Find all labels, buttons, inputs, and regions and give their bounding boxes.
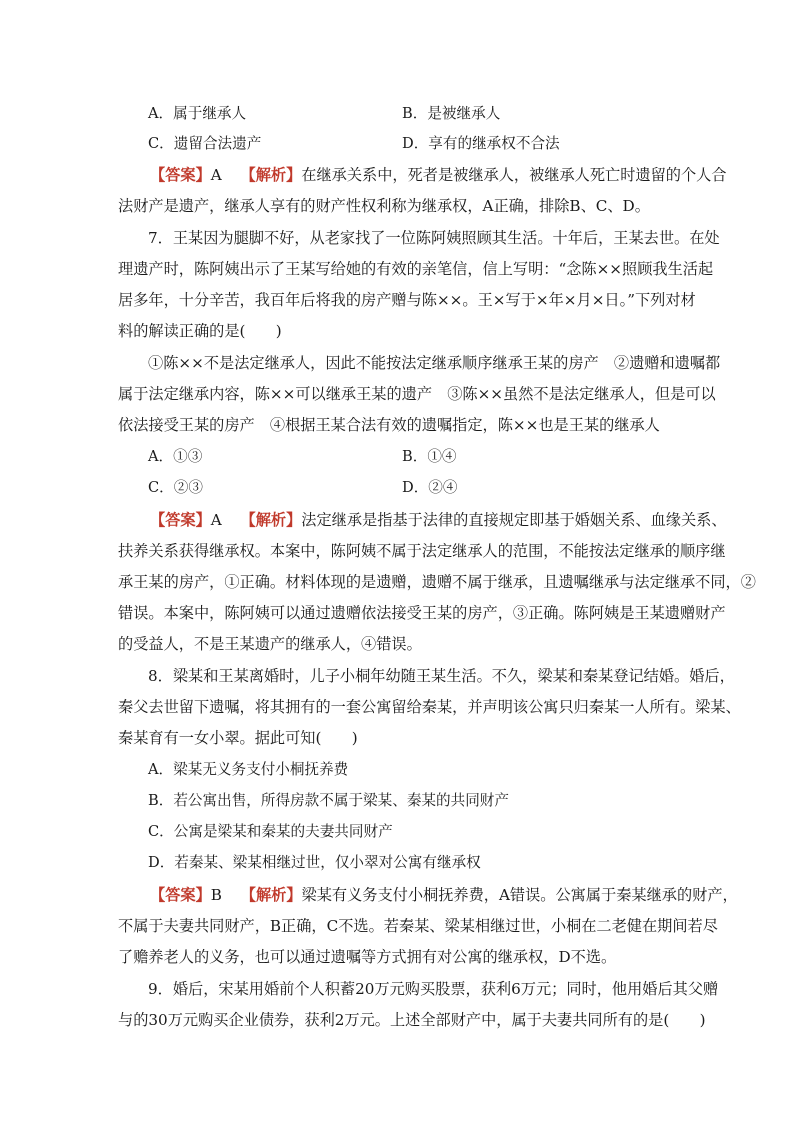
analysis-text: 梁某有义务支付小桐抚养费，A错误。公寓属于秦某继承的财产， [301,886,738,904]
analysis-text: 不属于夫妻共同财产，B正确，C不选。若秦某、梁某相继过世，小桐在二老健在期间若尽 [118,917,718,935]
analysis-text: 在继承关系中，死者是被继承人，被继承人死亡时遗留的个人合 [301,166,727,184]
analysis-tag: 【解析】 [240,166,302,184]
q9-stem: 与的30万元购买企业债券，获利2万元。上述全部财产中，属于夫妻共同所有的是( ) [118,1011,706,1029]
q7-statements: 属于法定继承内容，陈××可以继承王某的遗产 ③陈××虽然不是法定继承人，但是可以 [118,385,716,403]
q7-stem: 7．王某因为腿脚不好，从老家找了一位陈阿姨照顾其生活。十年后，王某去世。在处 [148,229,720,247]
q8-option-c: C．公寓是梁某和秦某的夫妻共同财产 [148,823,393,840]
analysis-text: 法财产是遗产，继承人享有的财产性权利称为继承权，A正确，排除B、C、D。 [118,197,650,215]
q7-statements: 依法接受王某的房产 ④根据王某合法有效的遗嘱指定，陈××也是王某的继承人 [118,416,660,434]
analysis-tag: 【解析】 [240,886,302,904]
answer-tag: 【答案】 [150,511,211,529]
q8-stem: 8．梁某和王某离婚时，儿子小桐年幼随王某生活。不久，梁某和秦某登记结婚。婚后， [148,667,735,685]
q7-stem: 料的解读正确的是( ) [118,322,282,340]
q7-option-b: B．①④ [402,448,457,465]
q8-option-a: A．梁某无义务支付小桐抚养费 [148,761,349,778]
q6-answer-line [150,165,727,185]
answer-tag: 【答案】 [150,166,211,184]
q8-option-b: B．若公寓出售，所得房款不属于梁某、秦某的共同财产 [148,792,509,809]
analysis-text: 法定继承是指基于法律的直接规定即基于婚姻关系、血缘关系、 [301,511,727,529]
q8-option-d: D．若秦某、梁某相继过世，仅小翠对公寓有继承权 [148,854,481,871]
q8-answer-line [150,885,738,905]
analysis-text: 扶养关系获得继承权。本案中，陈阿姨不属于法定继承人的范围，不能按法定继承的顺序继 [118,542,726,560]
q6-option-b: B．是被继承人 [402,105,501,122]
q8-stem: 秦父去世留下遗嘱，将其拥有的一套公寓留给秦某，并声明该公寓只归秦某一人所有。梁某、 [118,698,741,716]
q7-option-d: D．②④ [402,479,458,496]
q6-option-c: C．遗留合法遗产 [148,135,262,152]
q7-option-a: A．①③ [148,448,203,465]
q7-option-c: C．②③ [148,479,203,496]
q7-stem: 理遗产时，陈阿姨出示了王某写给她的有效的亲笔信，信上写明：“念陈××照顾我生活起 [118,260,714,278]
analysis-tag: 【解析】 [240,511,302,529]
q8-stem: 秦某育有一女小翠。据此可知( ) [118,729,358,747]
q6-option-a: A．属于继承人 [148,105,247,122]
analysis-text: 了赡养老人的义务，也可以通过遗嘱等方式拥有对公寓的继承权，D不选。 [118,948,617,966]
analysis-text: 的受益人，不是王某遗产的继承人，④错误。 [118,635,422,653]
q7-answer-line [150,510,727,530]
q7-statements: ①陈××不是法定继承人，因此不能按法定继承顺序继承王某的房产 ②遗赠和遗嘱都 [148,354,721,372]
analysis-text: 承王某的房产，①正确。材料体现的是遗赠，遗赠不属于继承，且遗嘱继承与法定继承不同，② [118,573,756,591]
answer-value: A [210,511,222,529]
q6-option-d: D．享有的继承权不合法 [402,135,560,152]
q7-stem: 居多年，十分辛苦，我百年后将我的房产赠与陈××。王×写于×年×月×日。”下列对材 [118,291,696,309]
answer-value: A [210,166,222,184]
q9-stem: 9．婚后，宋某用婚前个人积蓄20万元购买股票，获利6万元；同时，他用婚后其父赠 [148,980,719,998]
answer-tag: 【答案】 [150,886,211,904]
analysis-text: 错误。本案中，陈阿姨可以通过遗赠依法接受王某的房产，③正确。陈阿姨是王某遗赠财产 [118,604,726,622]
answer-value: B [210,886,222,904]
